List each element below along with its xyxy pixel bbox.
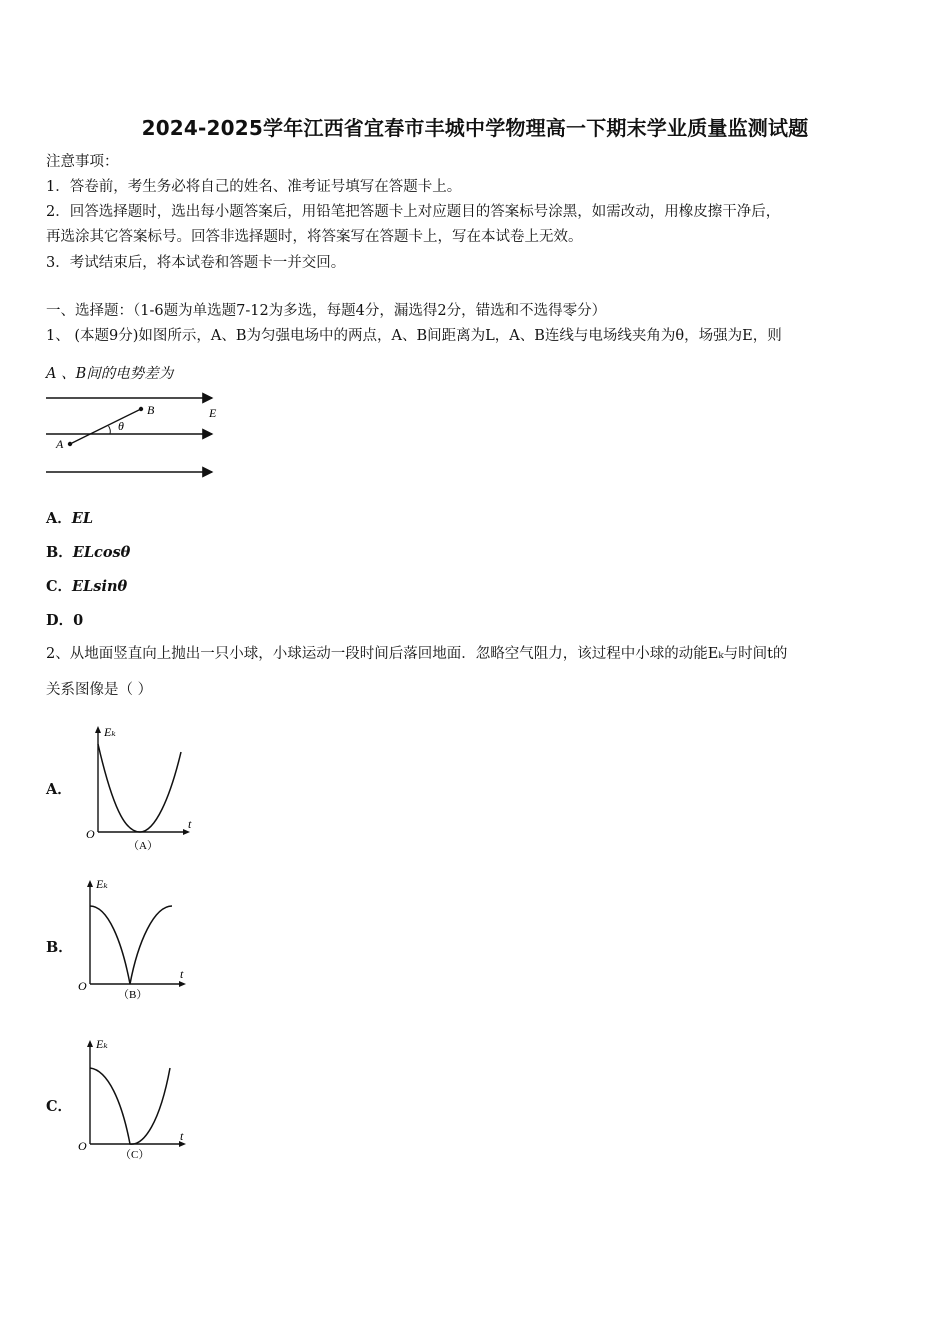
notice-item: 3．考试结束后，将本试卷和答题卡一并交回。 <box>46 255 346 271</box>
option-text: ELcosθ <box>72 544 131 561</box>
option-key: D． <box>46 612 74 629</box>
curve-b <box>90 906 172 984</box>
option-text: EL <box>71 510 94 527</box>
question-1-text-line2: A 、B间的电势差为 <box>46 366 174 382</box>
curve-a <box>98 744 181 832</box>
y-label: Eₖ <box>96 877 108 891</box>
segment-ab <box>70 409 141 444</box>
option-b[interactable] <box>46 541 130 562</box>
x-axis-arrow <box>179 981 186 987</box>
y-axis-arrow <box>87 1040 93 1047</box>
notice-heading: 注意事项： <box>46 154 119 170</box>
notice-item: 再选涂其它答案标号。回答非选择题时，将答案写在答题卡上，写在本试卷上无效。 <box>46 229 583 245</box>
origin-label: O <box>78 979 87 993</box>
graph-option-a-label[interactable]: A． <box>46 781 72 798</box>
option-c[interactable] <box>46 575 127 596</box>
electric-field-figure <box>44 392 234 482</box>
graph-c <box>74 1032 199 1170</box>
curve-c <box>90 1068 170 1144</box>
notice-item: 2．回答选择题时，选出每小题答案后，用铅笔把答题卡上对应题目的答案标号涂黑，如需改动，用橡皮擦干净后， <box>46 204 781 220</box>
page-title: 2024-2025学年江西省宜春市丰城中学物理高一下期末学业质量监测试题 <box>141 116 809 140</box>
y-axis-arrow <box>95 726 101 733</box>
option-key: A． <box>46 510 72 527</box>
graph-option-c-label[interactable]: C． <box>46 1098 73 1115</box>
option-a[interactable] <box>46 507 93 528</box>
graph-option-b-label[interactable]: B． <box>46 939 73 956</box>
graph-a <box>80 718 205 856</box>
option-text: 0 <box>73 612 84 629</box>
question-2-text-line2: 关系图像是（ ） <box>46 682 153 698</box>
graph-b <box>74 872 199 1010</box>
option-key: C． <box>46 578 73 595</box>
option-d[interactable] <box>46 609 83 630</box>
graph-caption: （A） <box>128 840 158 852</box>
x-label: t <box>180 967 184 981</box>
notice-item: 1．答卷前，考生务必将自己的姓名、准考证号填写在答题卡上。 <box>46 179 462 195</box>
graph-caption: （C） <box>120 1149 150 1161</box>
y-axis-arrow <box>87 880 93 887</box>
label-theta: θ <box>118 419 124 433</box>
option-key: B． <box>46 544 73 561</box>
label-e: E <box>209 406 217 420</box>
label-a: A <box>56 437 64 451</box>
section-heading: 一、选择题：（1-6题为单选题7-12为多选，每题4分，漏选得2分，错选和不选得零分） <box>46 303 607 319</box>
x-label: t <box>180 1129 184 1143</box>
question-2-text: 2、从地面竖直向上抛出一只小球，小球运动一段时间后落回地面．忽略空气阻力，该过程中小球的动能Eₖ与时间t的 <box>46 646 788 662</box>
origin-label: O <box>86 827 95 841</box>
graph-caption: （B） <box>118 989 148 1001</box>
y-label: Eₖ <box>104 725 116 739</box>
label-b: B <box>147 403 155 417</box>
y-label: Eₖ <box>96 1037 108 1051</box>
point-b <box>139 407 143 411</box>
angle-arc <box>109 426 111 434</box>
question-1-text: 1、 (本题9分)如图所示，A、B为匀强电场中的两点，A、B间距离为L，A、B连线与电场线夹角为θ，场强为E，则 <box>46 328 782 344</box>
origin-label: O <box>78 1139 87 1153</box>
x-label: t <box>188 817 192 831</box>
option-text: ELsinθ <box>72 578 128 595</box>
point-a <box>68 442 72 446</box>
